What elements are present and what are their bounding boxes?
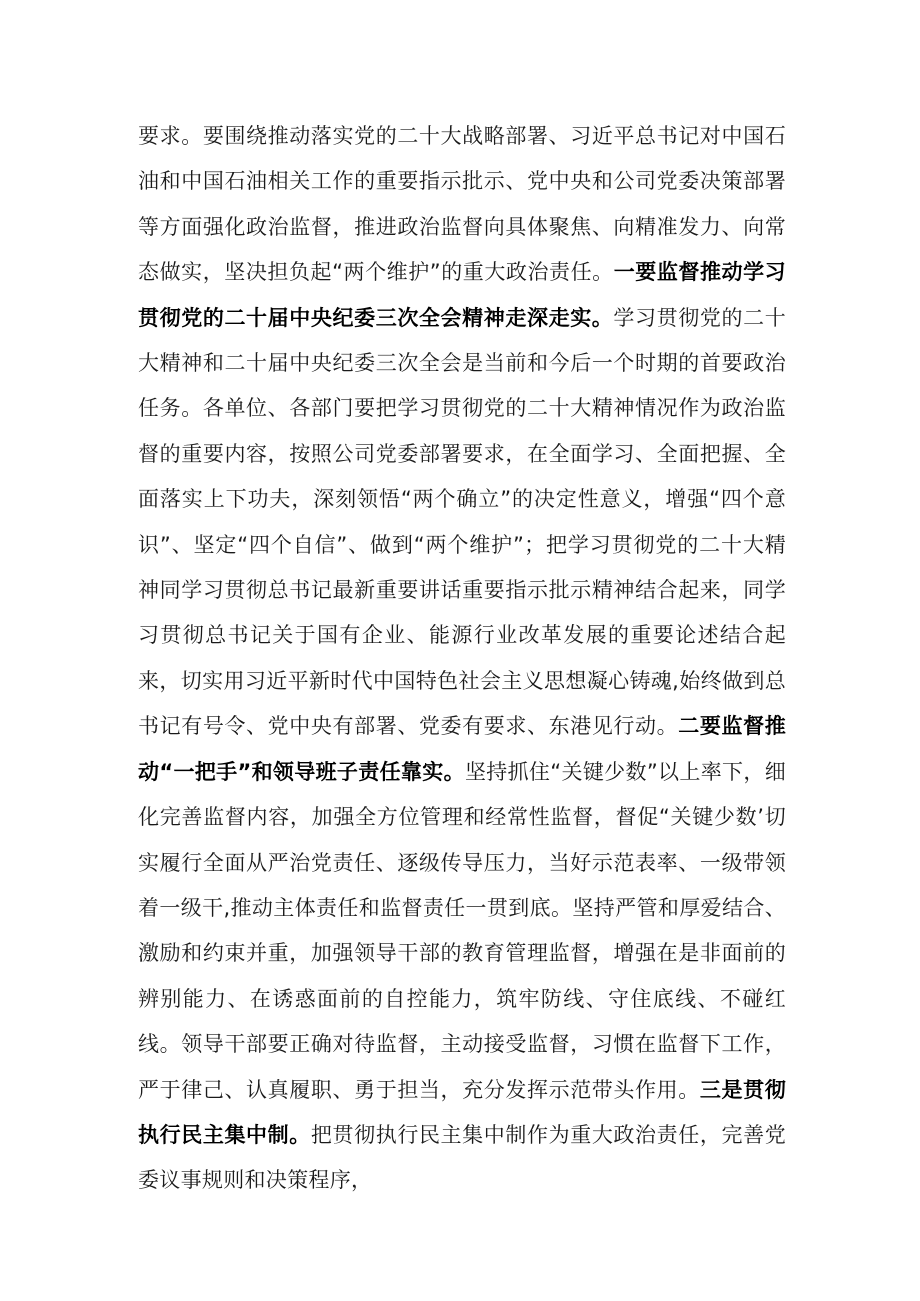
body-paragraph [138,114,786,1204]
text-segment: 要求。要围绕推动落实党的二十大战略部署、习近平总书记对中国石油和中国石油相关工作的重要指示批示、党中央和公司党委决策部署等方面强化政治监督，推进政治监督向具体聚焦、向精准发力、向常态做实，坚决担负起“两个维护”的重大政治责任。 [138,124,786,285]
bold-heading-segment: 二要监督推动“一把手”和领导班子责任靠实。 [138,714,787,784]
bold-heading-segment: 一要监督推动学习贯彻党的二十届中央纪委三次全会精神走深走实。 [138,260,786,330]
text-segment: 学习贯彻党的二十大精神和二十届中央纪委三次全会是当前和今后一个时期的首要政治任务。各单位、各部门要把学习贯彻党的二十大精神情况作为政治监督的重要内容，按照公司党委部署要求，在全面学习、全面把握、全面落实上下功夫，深刻领悟“两个确立”的决定性意义，增强“四个意识”、坚定“四个自信”、做到“两个维护”；把学习贯彻党的二十大精神同学习贯彻总书记最新重要讲话重要指示批示精神结合起来，同学习贯彻总书记关于国有企业、能源行业改革发展的重要论述结合起来，切实用习近平新时代中国特色社会主义思想凝心铸魂,始终做到总书记有号令、党中央有部署、党委有要求、东港见行动。 [138,305,786,739]
bold-heading-segment: 三是贯彻执行民主集中制。 [138,1077,786,1147]
text-segment: 坚持抓住“关键少数”以上率下，细化完善监督内容，加强全方位管理和经常性监督，督促“关键少数’切实履行全面从严治党责任、逐级传导压力，当好示范表率、一级带领着一级干,推动主体责任和监督责任一贯到底。坚持严管和厚爱结合、激励和约束并重，加强领导干部的教育管理监督，增强在是非面前的辨别能力、在诱惑面前的自控能力，筑牢防线、守住底线、不碰红线。领导干部要正确对待监督，主动接受监督，习惯在监督下工作，严于律己、认真履职、勇于担当，充分发挥示范带头作用。 [138,759,786,1102]
text-segment: 把贯彻执行民主集中制作为重大政治责任，完善党委议事规则和决策程序， [138,1122,786,1193]
